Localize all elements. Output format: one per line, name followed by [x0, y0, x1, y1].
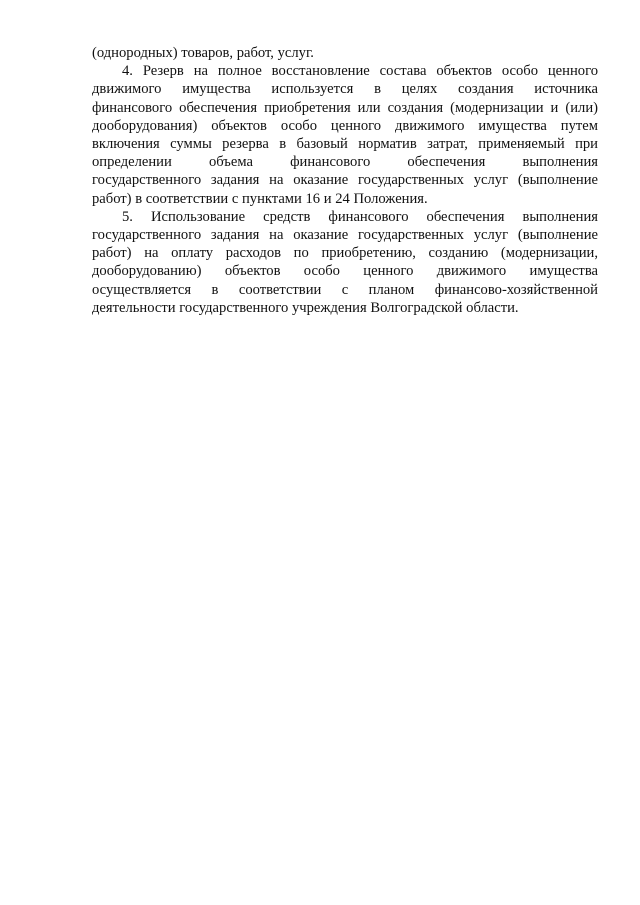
paragraph-5 [92, 208, 598, 317]
paragraph-line: движимого имущества используется в целях создания источника [92, 81, 598, 98]
paragraph-line: государственного задания на оказание государственных услуг (выполнение [92, 172, 598, 189]
paragraph-line: деятельности государственного учреждения Волгоградской области. [92, 299, 519, 316]
continuation-line: (однородных) товаров, работ, услуг. [92, 45, 314, 61]
paragraph-line: дооборудованию) объектов особо ценного движимого имущества [92, 263, 598, 280]
document-text [92, 44, 598, 317]
paragraph-line: осуществляется в соответствии с планом финансово-хозяйственной [92, 281, 598, 298]
paragraph-line: включения суммы резерва в базовый норматив затрат, применяемый при [92, 136, 598, 153]
paragraph-line: работ) на оплату расходов по приобретению, созданию (модернизации, [92, 245, 598, 262]
paragraph-line: финансового обеспечения приобретения или создания (модернизации и (или) [92, 99, 598, 116]
paragraph-line: государственного задания на оказание государственных услуг (выполнение [92, 227, 598, 244]
paragraph-line: 4. Резерв на полное восстановление состава объектов особо ценного [122, 63, 598, 80]
paragraph-line: определении объема финансового обеспечения выполнения [92, 154, 598, 171]
paragraph-line: 5. Использование средств финансового обеспечения выполнения [122, 208, 598, 225]
paragraph-line: дооборудования) объектов особо ценного движимого имущества путем [92, 117, 598, 134]
paragraph-line: работ) в соответствии с пунктами 16 и 24 Положения. [92, 190, 428, 207]
paragraph-4 [92, 62, 598, 208]
